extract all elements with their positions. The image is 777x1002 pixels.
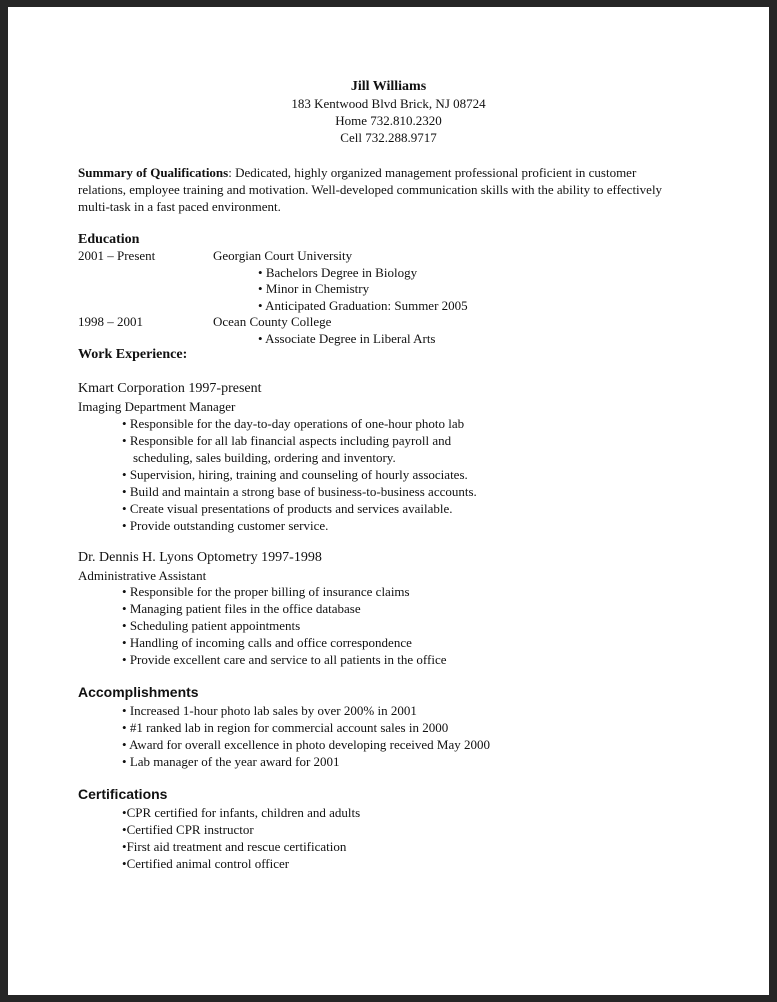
education-item <box>258 281 369 298</box>
bullet-icon: • <box>122 737 127 752</box>
job-title: Imaging Department Manager <box>78 399 236 414</box>
bullet-icon: • <box>258 281 263 296</box>
job-item-text: Responsible for the day-to-day operations of one-hour photo lab <box>129 416 465 431</box>
bullet-icon: • <box>122 601 127 616</box>
job-item-text: Build and maintain a strong base of business-to-business accounts. <box>129 484 477 499</box>
bullet-icon: • <box>122 839 127 854</box>
bullet-icon: • <box>122 618 127 633</box>
bullet-icon: • <box>122 805 127 820</box>
bullet-icon: • <box>122 754 127 769</box>
certification-item <box>122 822 254 839</box>
job-item-text: Responsible for the proper billing of insurance claims <box>129 584 410 599</box>
job-item <box>122 652 447 669</box>
job-item-text: Provide excellent care and service to all patients in the office <box>129 652 447 667</box>
job-company: Kmart Corporation 1997-present <box>78 381 262 396</box>
job-item-text: Supervision, hiring, training and counseling of hourly associates. <box>129 467 468 482</box>
education-school: Georgian Court University <box>213 248 353 263</box>
education-heading: Education <box>78 232 140 247</box>
job-item-text: Create visual presentations of products and services available. <box>129 501 453 516</box>
job-company: Dr. Dennis H. Lyons Optometry 1997-1998 <box>78 550 322 565</box>
job-item <box>122 467 468 484</box>
bullet-icon: • <box>122 720 127 735</box>
accomplishment-item <box>122 703 417 720</box>
education-item <box>258 265 417 282</box>
job-item <box>122 618 300 635</box>
accomplishment-item <box>122 754 340 771</box>
job-item <box>122 416 464 433</box>
certification-text: Certified CPR instructor <box>126 822 254 837</box>
bullet-icon: • <box>122 484 127 499</box>
accomplishment-text: Award for overall excellence in photo developing received May 2000 <box>129 737 490 752</box>
education-item-text: Anticipated Graduation: Summer 2005 <box>265 298 468 313</box>
job-item-text: Handling of incoming calls and office correspondence <box>129 635 412 650</box>
bullet-icon: • <box>258 331 263 346</box>
accomplishment-item <box>122 720 448 737</box>
applicant-name: Jill Williams <box>350 79 427 94</box>
bullet-icon: • <box>122 703 127 718</box>
summary-text-1: : Dedicated, highly organized management professional proficient in customer <box>228 165 637 180</box>
bullet-icon: • <box>258 298 263 313</box>
address-line: 183 Kentwood Blvd Brick, NJ 08724 <box>291 96 486 111</box>
education-item <box>258 331 436 348</box>
bullet-icon: • <box>122 635 127 650</box>
education-item-text: Associate Degree in Liberal Arts <box>265 331 436 346</box>
job-item <box>122 518 328 535</box>
resume-page <box>8 7 769 995</box>
job-title: Administrative Assistant <box>78 568 207 583</box>
bullet-icon: • <box>122 433 127 448</box>
bullet-icon: • <box>122 584 127 599</box>
bullet-icon: • <box>122 518 127 533</box>
education-item <box>258 298 468 315</box>
bullet-icon: • <box>122 501 127 516</box>
job-item-text: Managing patient files in the office database <box>129 601 361 616</box>
job-item <box>122 635 412 652</box>
bullet-icon: • <box>122 856 127 871</box>
accomplishments-heading: Accomplishments <box>78 684 199 700</box>
bullet-icon: • <box>258 265 263 280</box>
certification-item <box>122 856 289 873</box>
job-item <box>122 433 451 450</box>
certification-item <box>122 839 346 856</box>
certification-text: First aid treatment and rescue certification <box>126 839 347 854</box>
job-item <box>122 484 477 501</box>
certification-item <box>122 805 360 822</box>
certification-text: Certified animal control officer <box>126 856 290 871</box>
job-item-text: Responsible for all lab financial aspects including payroll and <box>129 433 452 448</box>
summary-label: Summary of Qualifications <box>78 165 229 180</box>
certification-text: CPR certified for infants, children and adults <box>126 805 361 820</box>
certifications-heading: Certifications <box>78 786 168 802</box>
accomplishment-text: #1 ranked lab in region for commercial account sales in 2000 <box>129 720 449 735</box>
job-item <box>122 601 361 618</box>
accomplishment-item <box>122 737 490 754</box>
education-dates: 2001 – Present <box>78 248 156 263</box>
home-phone: Home 732.810.2320 <box>335 113 442 128</box>
job-item-text: Scheduling patient appointments <box>129 618 301 633</box>
education-item-text: Minor in Chemistry <box>265 281 370 296</box>
job-item-continued: scheduling, sales building, ordering and inventory. <box>133 450 396 465</box>
cell-phone: Cell 732.288.9717 <box>340 130 437 145</box>
accomplishment-text: Lab manager of the year award for 2001 <box>129 754 340 769</box>
job-item <box>122 584 410 601</box>
bullet-icon: • <box>122 467 127 482</box>
education-school: Ocean County College <box>213 314 332 329</box>
summary-line-3: multi-task in a fast paced environment. <box>78 199 281 214</box>
job-item-text: Provide outstanding customer service. <box>129 518 329 533</box>
summary-line-1 <box>78 165 636 182</box>
education-item-text: Bachelors Degree in Biology <box>265 265 418 280</box>
summary-line-2: relations, employee training and motivation. Well-developed communication skills with the ability to effectively <box>78 182 663 197</box>
bullet-icon: • <box>122 822 127 837</box>
education-dates: 1998 – 2001 <box>78 314 143 329</box>
bullet-icon: • <box>122 416 127 431</box>
work-heading: Work Experience: <box>78 347 188 362</box>
job-item <box>122 501 453 518</box>
accomplishment-text: Increased 1-hour photo lab sales by over 200% in 2001 <box>129 703 417 718</box>
bullet-icon: • <box>122 652 127 667</box>
